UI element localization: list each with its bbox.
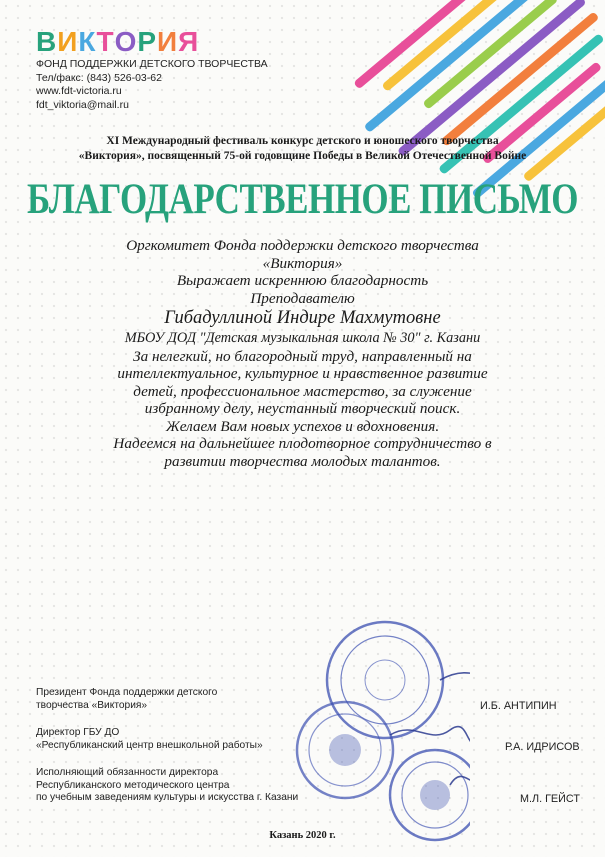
letter-body <box>40 237 565 470</box>
city-year: Казань 2020 г. <box>269 830 336 841</box>
victoria-logo: ВИКТОРИЯ <box>36 26 200 57</box>
body-line: Надеемся на дальнейшее плодотворное сотрудничество в <box>113 435 492 452</box>
signatory-3-name: М.Л. ГЕЙСТ <box>520 793 580 805</box>
letter-title: БЛАГОДАРСТВЕННОЕ ПИСЬМО <box>27 174 578 223</box>
festival-heading <box>0 134 605 164</box>
festival-line-1: XI Международный фестиваль конкурс детского и юношеского творчества <box>106 135 499 147</box>
signatory-3-org: Республиканского методического центра <box>36 779 230 791</box>
signatory-1 <box>36 687 217 712</box>
org-name: ФОНД ПОДДЕРЖКИ ДЕТСКОГО ТВОРЧЕСТВА <box>36 58 268 70</box>
body-line: «Виктория» <box>262 254 343 272</box>
signatory-3-title: Исполняющий обязанности директора <box>36 767 219 778</box>
body-line: интеллектуальное, культурное и нравственное развитие <box>117 365 488 382</box>
body-line: Оргкомитет Фонда поддержки детского творчества <box>126 237 479 254</box>
festival-line-2: «Виктория», посвященный 75-ой годовщине Победы в Великой Отечественной Войне <box>78 150 527 162</box>
org-website: www.fdt-victoria.ru <box>36 85 122 97</box>
signatory-3-org-cont: по учебным заведениям культуры и искусства г. Казани <box>36 792 299 803</box>
recipient-name: Гибадуллиной Индире Махмутовне <box>164 308 441 328</box>
body-line: Желаем Вам новых успехов и вдохновения. <box>165 417 440 435</box>
official-stamps <box>290 620 470 857</box>
body-line: детей, профессиональное мастерство, за служение <box>133 382 472 400</box>
body-line: развитии творчества молодых талантов. <box>164 452 441 470</box>
signatory-1-title: Президент Фонда поддержки детского <box>36 687 218 698</box>
signatory-1-name: И.Б. АНТИПИН <box>480 700 557 712</box>
body-line: Выражает искреннюю благодарность <box>176 272 429 289</box>
recipient-school: МБОУ ДОД "Детская музыкальная школа № 30" г. Казани <box>124 330 481 346</box>
signatory-1-org: творчества «Виктория» <box>36 699 148 711</box>
signatory-2-title: Директор ГБУ ДО <box>36 727 120 738</box>
org-email: fdt_viktoria@mail.ru <box>36 98 129 111</box>
signatory-2-name: Р.А. ИДРИСОВ <box>505 741 580 753</box>
org-contacts <box>36 58 268 112</box>
signatory-2-org: «Республиканский центр внешкольной работы» <box>36 739 263 751</box>
signatory-2 <box>36 727 263 752</box>
signatory-3 <box>36 767 298 805</box>
body-line: избранному делу, неустанный творческий поиск. <box>144 400 461 417</box>
org-phone: Тел/факс: (843) 526-03-62 <box>36 71 162 84</box>
body-line: За нелегкий, но благородный труд, направленный на <box>133 347 472 365</box>
body-line: Преподавателю <box>250 289 355 307</box>
